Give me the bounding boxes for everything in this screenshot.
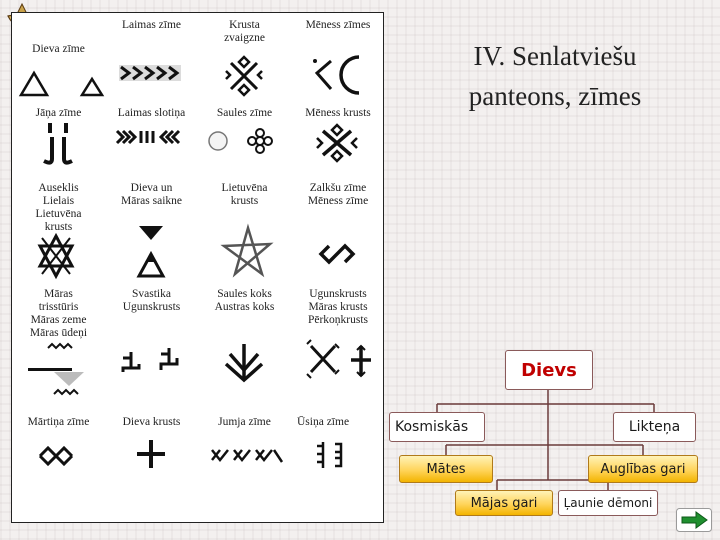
tree-node-kosmiskas [389,412,485,442]
cell-label: Dieva un Māras saikne [121,182,182,207]
tree-node-mates [399,455,493,483]
next-arrow-icon[interactable] [676,508,712,532]
cell-label: Dieva krusts [122,416,181,428]
tree-node-auglibas-gari [588,455,698,483]
cell-label: Svastika Ugunskrusts [122,288,181,313]
page-title: IV. Senlatviešu panteons, zīmes [468,41,642,111]
tree-node-label: Mājas gari [470,495,538,511]
cell-label: Mēness krusts [305,107,371,119]
tree-node-majas-gari [455,490,553,516]
cell-label: Mārtiņa zīme [27,416,90,428]
tree-node-liktena [613,412,696,442]
tree-node-label: Likteņa [628,419,681,435]
cell-label: Laimas slotiņa [117,107,186,119]
cell-label: Māras trisstūris Māras zeme Māras ūdeņi [29,288,88,339]
tree-node-label: Mātes [426,461,466,477]
cell-label: Krusta zvaigzne [224,19,265,44]
cell-label: Jāņa zīme [35,107,82,119]
cell-label: Ūsiņa zīme [297,416,350,428]
cell-label: Lietuvēna krusts [221,182,268,207]
tree-node-label: Dievs [521,359,577,381]
cell-label: Mēness zīmes [305,19,371,31]
tree-node-launie-demoni [558,490,658,516]
tree-node-label: Kosmiskās [395,419,469,435]
cell-label: Zalkšu zīme Mēness zīme [307,182,369,207]
tree-node-label: Ļaunie dēmoni [563,496,653,510]
cell-label: Saules koks Austras koks [214,288,275,313]
cell-label: Saules zīme [216,107,273,119]
cell-label: Auseklis Lielais Lietuvēna krusts [35,182,82,233]
cell-label: Dieva zīme [32,43,85,55]
cell-label: Laimas zīme [121,19,182,31]
tree-node-label: Auglības gari [600,461,686,477]
cell-label: Ugunskrusts Māras krusts Pērkoņkrusts [307,288,369,326]
cell-label: Jumja zīme [218,416,271,428]
tree-node-dievs [505,350,593,390]
